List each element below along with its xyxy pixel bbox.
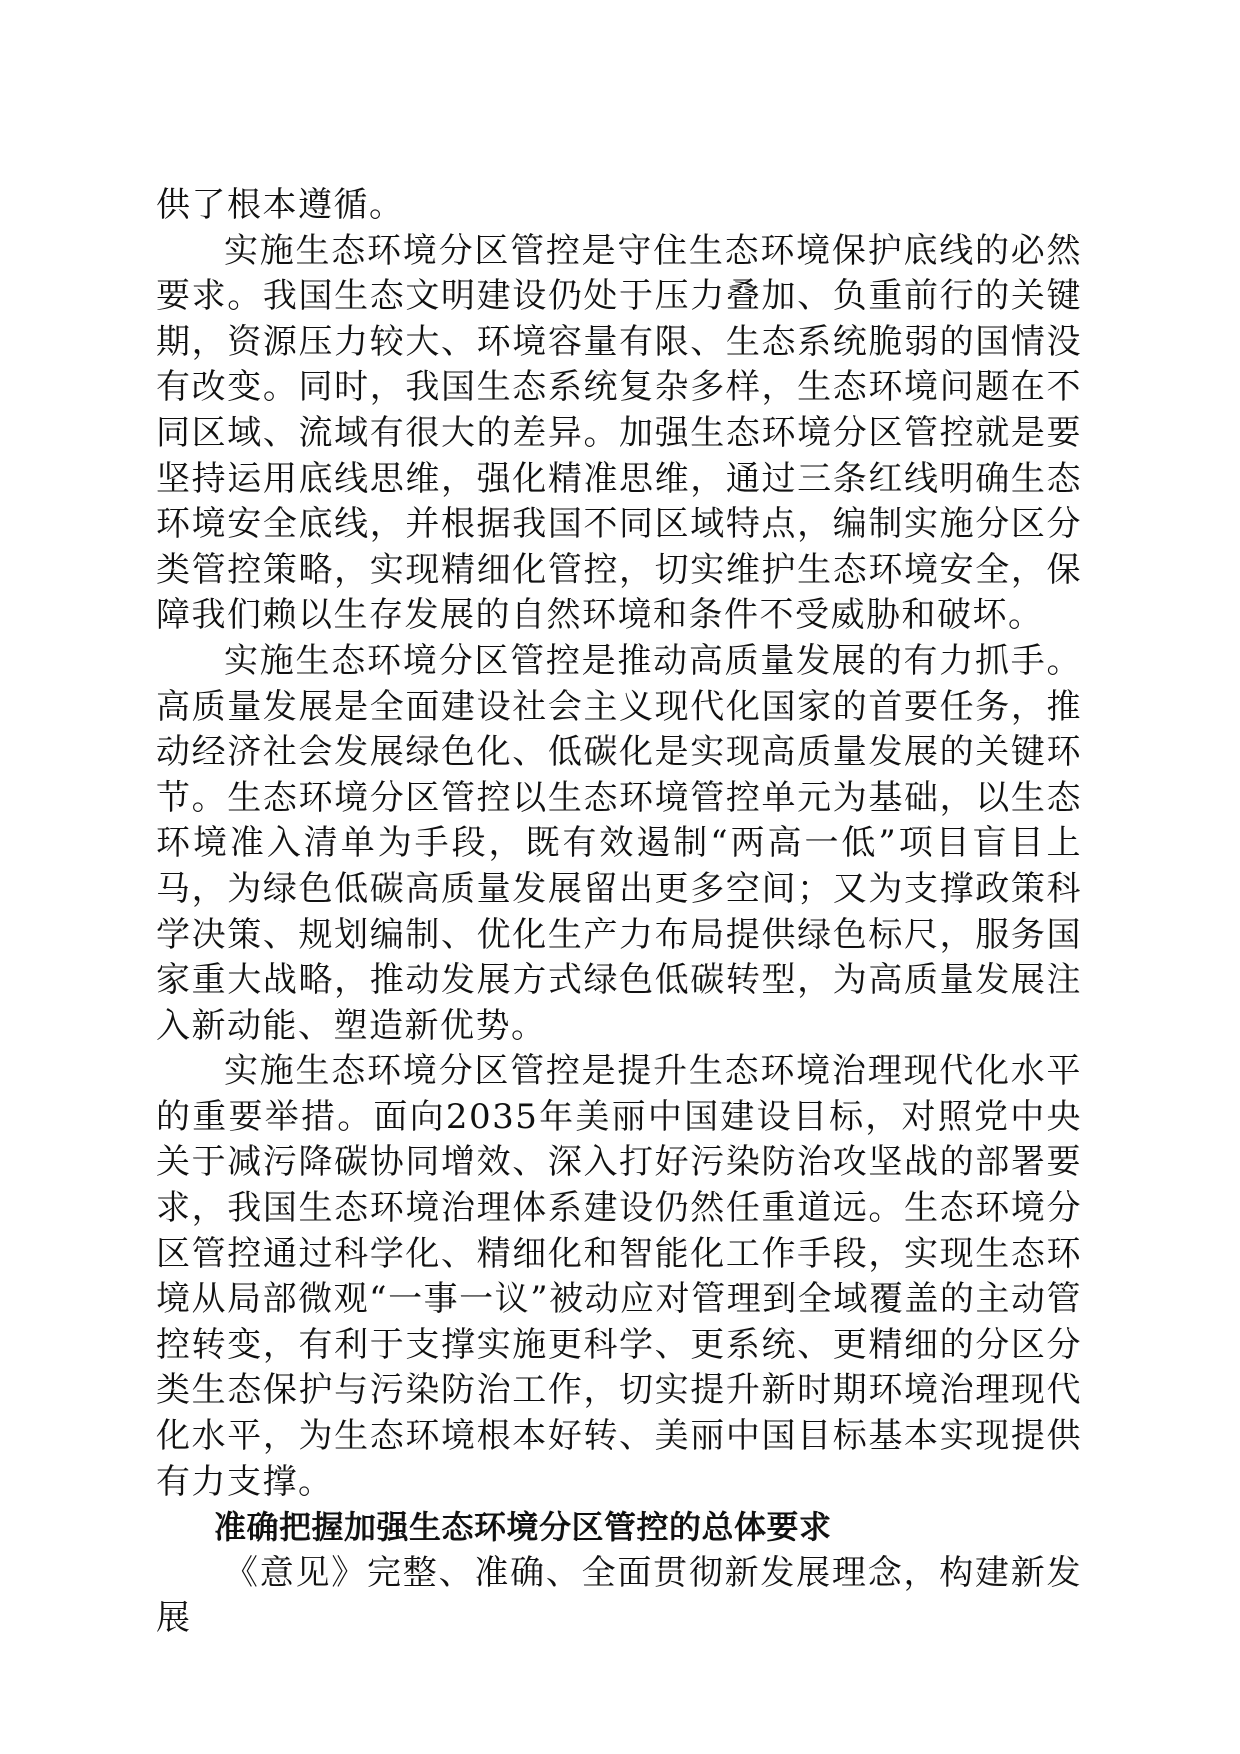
- article-body: [156, 183, 1082, 1642]
- paragraph-high-quality-development: 实施生态环境分区管控是推动高质量发展的有力抓手。高质量发展是全面建设社会主义现代化国家的首要任务，推动经济社会发展绿色化、低碳化是实现高质量发展的关键环节。生态环境分区管控以生态环境管控单元为基础，以生态环境准入清单为手段，既有效遏制“两高一低”项目盲目上马，为绿色低碳高质量发展留出更多空间；又为支撑政策科学决策、规划编制、优化生产力布局提供绿色标尺，服务国家重大战略，推动发展方式绿色低碳转型，为高质量发展注入新动能、塑造新优势。: [156, 640, 1082, 1046]
- paragraph-opinion-intro: 《意见》完整、准确、全面贯彻新发展理念，构建新发展: [156, 1552, 1082, 1639]
- paragraph-bottom-line: 实施生态环境分区管控是守住生态环境保护底线的必然要求。我国生态文明建设仍处于压力叠加、负重前行的关键期，资源压力较大、环境容量有限、生态系统脆弱的国情没有改变。同时，我国生态系统复杂多样，生态环境问题在不同区域、流域有很大的差异。加强生态环境分区管控就是要坚持运用底线思维，强化精准思维，通过三条红线明确生态环境安全底线，并根据我国不同区域特点，编制实施分区分类管控策略，实现精细化管控，切实维护生态环境安全，保障我们赖以生存发展的自然环境和条件不受威胁和破坏。: [156, 230, 1082, 636]
- section-heading: 准确把握加强生态环境分区管控的总体要求: [214, 1508, 832, 1547]
- paragraph-governance-modernization: 实施生态环境分区管控是提升生态环境治理现代化水平的重要举措。面向2035年美丽中国建设目标，对照党中央关于减污降碳协同增效、深入打好污染防治攻坚战的部署要求，我国生态环境治理体系建设仍然任重道远。生态环境分区管控通过科学化、精细化和智能化工作手段，实现生态环境从局部微观“一事一议”被动应对管理到全域覆盖的主动管控转变，有利于支撑实施更科学、更系统、更精细的分区分类生态保护与污染防治工作，切实提升新时期环境治理现代化水平，为生态环境根本好转、美丽中国目标基本实现提供有力支撑。: [156, 1051, 1082, 1502]
- continued-paragraph: 供了根本遵循。: [156, 185, 405, 225]
